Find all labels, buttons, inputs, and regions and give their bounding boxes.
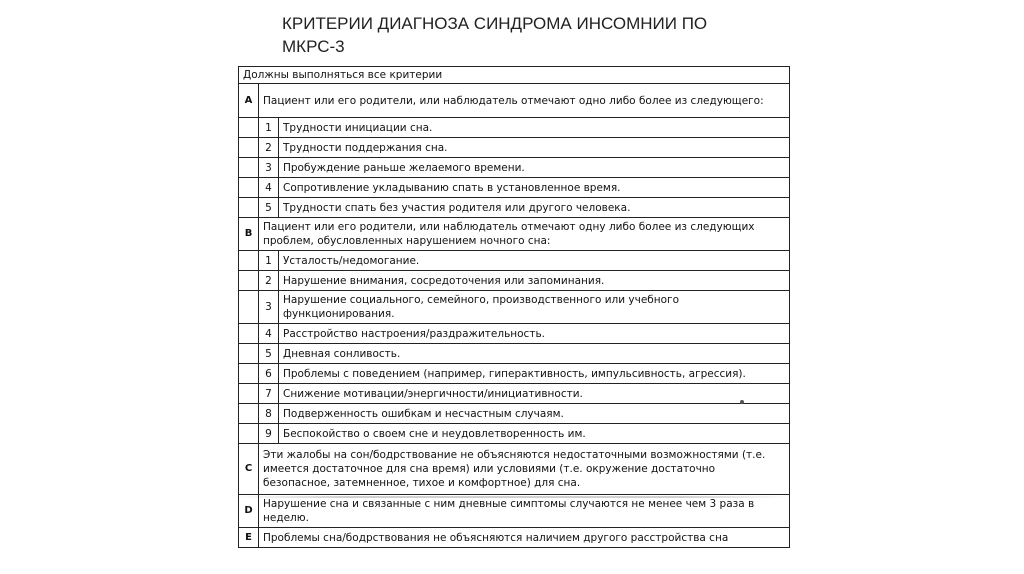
- criterion-b-text: Пациент или его родители, или наблюдатель отмечают одну либо более из следующих проблем, обусловленных нарушением ночного сна:: [259, 218, 790, 251]
- table-row: [239, 291, 790, 324]
- item-number: 8: [259, 404, 279, 424]
- criterion-c-text: Эти жалобы на сон/бодрствование не объясняются недостаточными возможностями (т.е. имеется достаточное для сна время) или условиями (т.е. окружение достаточно безопасное, затемненное, тихое и комфортное) для сна.: [259, 444, 790, 495]
- criterion-e-letter: E: [239, 528, 259, 548]
- criterion-d-text: Нарушение сна и связанные с ним дневные симптомы случаются не менее чем 3 раза в неделю.: [259, 495, 790, 528]
- criterion-a-row: [239, 84, 790, 118]
- criterion-a-letter: А: [239, 84, 259, 118]
- criterion-b-row: [239, 218, 790, 251]
- item-text: Пробуждение раньше желаемого времени.: [279, 158, 790, 178]
- page-title: КРИТЕРИИ ДИАГНОЗА СИНДРОМА ИНСОМНИИ ПО МКРС-3: [282, 14, 708, 56]
- table-row: [239, 271, 790, 291]
- criterion-b-letter: В: [239, 218, 259, 251]
- decorative-dot: [740, 400, 744, 404]
- table-row: [239, 324, 790, 344]
- table-row: [239, 344, 790, 364]
- item-number: 5: [259, 344, 279, 364]
- table-row: [239, 251, 790, 271]
- item-text: Беспокойство о своем сне и неудовлетворенность им.: [279, 424, 790, 444]
- item-text: Проблемы с поведением (например, гиперактивность, импульсивность, агрессия).: [279, 364, 790, 384]
- criterion-a-text: Пациент или его родители, или наблюдатель отмечают одно либо более из следующего:: [259, 84, 790, 118]
- item-text: Расстройство настроения/раздражительность.: [279, 324, 790, 344]
- item-text: Снижение мотивации/энергичности/инициативности.: [279, 384, 790, 404]
- item-text: Трудности инициации сна.: [279, 118, 790, 138]
- criteria-table: [238, 66, 790, 548]
- item-number: 7: [259, 384, 279, 404]
- table-row: [239, 384, 790, 404]
- item-text: Подверженность ошибкам и несчастным случаям.: [279, 404, 790, 424]
- item-text: Нарушение внимания, сосредоточения или запоминания.: [279, 271, 790, 291]
- horizontal-divider: [232, 496, 792, 498]
- item-number: 2: [259, 138, 279, 158]
- criterion-e-text: Проблемы сна/бодрствования не объясняются наличием другого расстройства сна: [259, 528, 790, 548]
- item-text: Усталость/недомогание.: [279, 251, 790, 271]
- table-row: [239, 424, 790, 444]
- table-row: [239, 178, 790, 198]
- table-header: Должны выполняться все критерии: [239, 67, 790, 84]
- criterion-d-letter: D: [239, 495, 259, 528]
- item-number: 6: [259, 364, 279, 384]
- table-row: [239, 158, 790, 178]
- item-number: 3: [259, 158, 279, 178]
- item-text: Нарушение социального, семейного, производственного или учебного функционирования.: [279, 291, 790, 324]
- item-number: 4: [259, 324, 279, 344]
- table-row: [239, 364, 790, 384]
- table-row: [239, 118, 790, 138]
- item-number: 9: [259, 424, 279, 444]
- table-header-row: [239, 67, 790, 84]
- item-text: Дневная сонливость.: [279, 344, 790, 364]
- item-number: 4: [259, 178, 279, 198]
- item-number: 1: [259, 118, 279, 138]
- item-text: Сопротивление укладыванию спать в установленное время.: [279, 178, 790, 198]
- table-row: [239, 404, 790, 424]
- item-number: 1: [259, 251, 279, 271]
- criterion-e-row: [239, 528, 790, 548]
- item-number: 2: [259, 271, 279, 291]
- criterion-c-letter: С: [239, 444, 259, 495]
- item-number: 5: [259, 198, 279, 218]
- table-row: [239, 138, 790, 158]
- item-text: Трудности спать без участия родителя или другого человека.: [279, 198, 790, 218]
- item-text: Трудности поддержания сна.: [279, 138, 790, 158]
- criterion-c-row: [239, 444, 790, 495]
- criterion-d-row: [239, 495, 790, 528]
- item-number: 3: [259, 291, 279, 324]
- table-row: [239, 198, 790, 218]
